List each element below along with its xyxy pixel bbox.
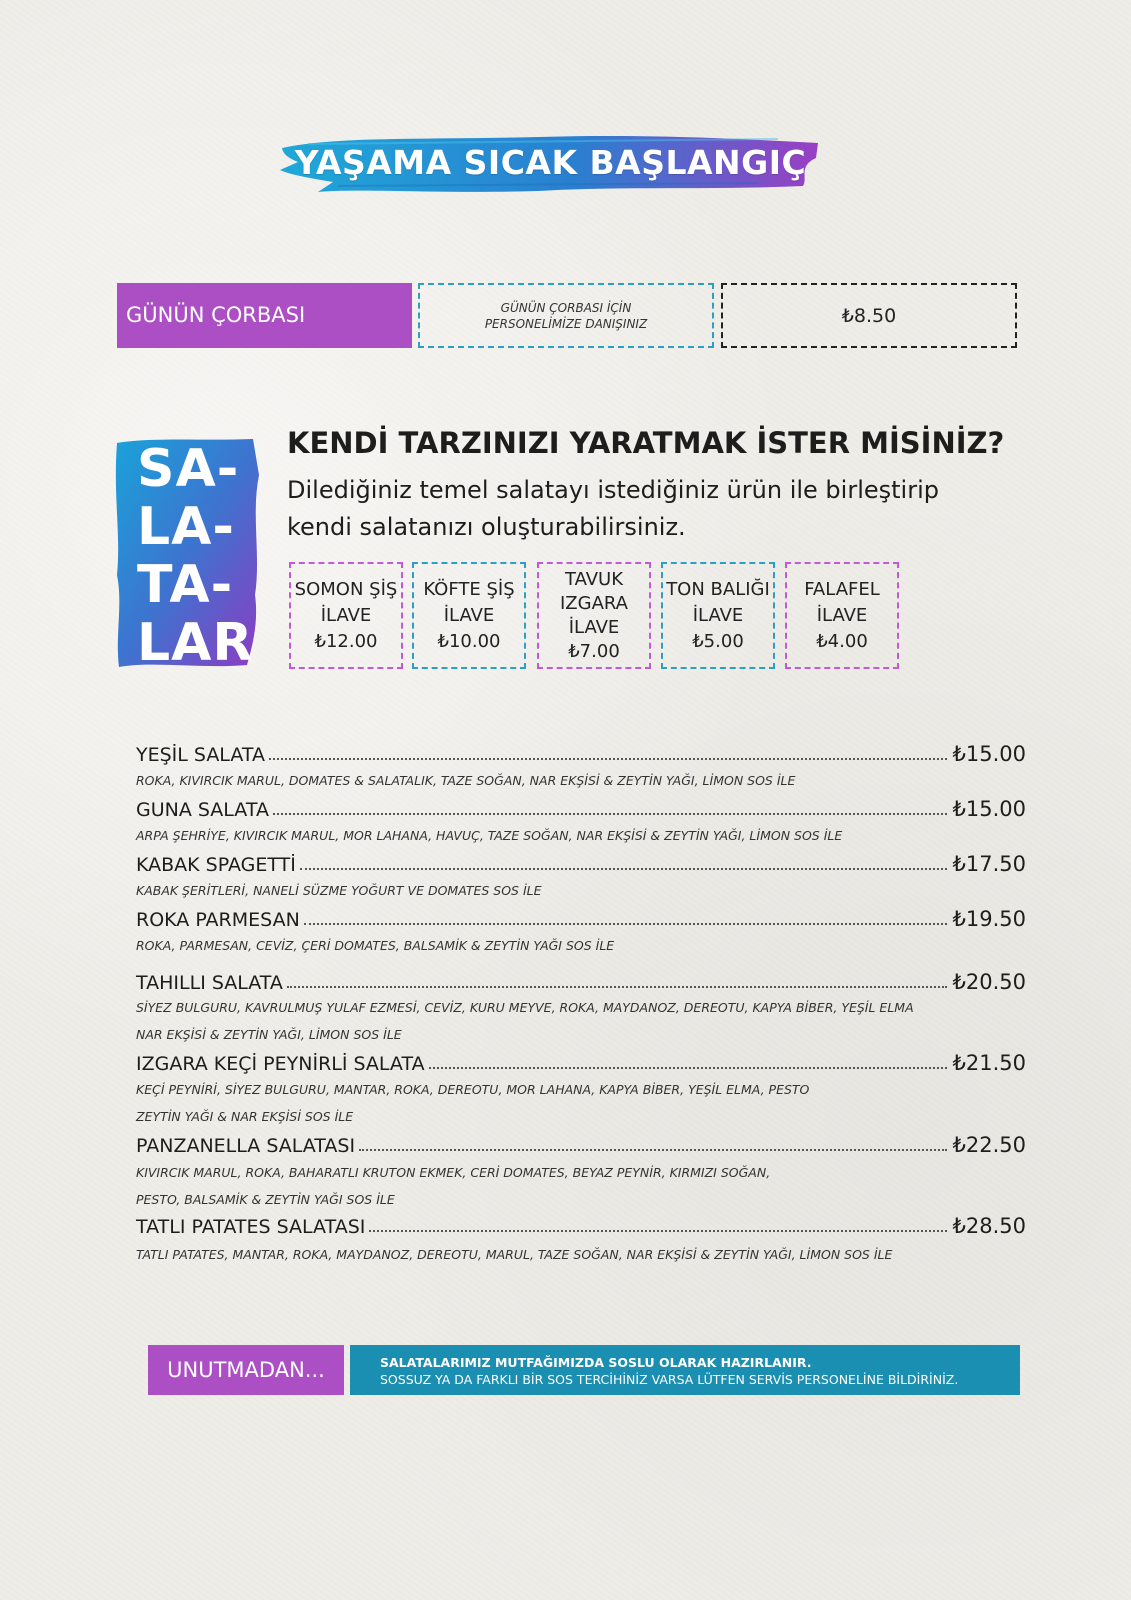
menu-item-panzanella-salatasi — [136, 1129, 1026, 1157]
salad-badge-text — [137, 440, 267, 672]
addon-price: ₺12.00 — [314, 630, 378, 652]
page-title: YAŞAMA SICAK BAŞLANGIÇ — [294, 143, 807, 182]
dot-leader — [369, 1230, 946, 1232]
menu-item-description: KABAK ŞERİTLERİ, NANELİ SÜZME YOĞURT VE DOMATES SOS İLE — [136, 883, 542, 898]
menu-item-price: ₺19.50 — [952, 907, 1026, 931]
dot-leader — [287, 986, 947, 988]
addon-ton-baligi — [661, 562, 775, 669]
soup-price: ₺8.50 — [721, 283, 1017, 348]
menu-item-name: ROKA PARMESAN — [136, 909, 300, 931]
menu-item-description: SİYEZ BULGURU, KAVRULMUŞ YULAF EZMESİ, CEVİZ, KURU MEYVE, ROKA, MAYDANOZ, DEREOTU, KAPYA BİBER, YEŞİL ELMA — [136, 1000, 914, 1015]
reminder-line2: SOSSUZ YA DA FARKLI BİR SOS TERCİHİNİZ VARSA LÜTFEN SERVİS PERSONELİNE BİLDİRİNİZ. — [380, 1372, 959, 1387]
custom-salad-title: KENDİ TARZINIZI YARATMAK İSTER MİSİNİZ? — [287, 426, 1005, 460]
reminder-note — [350, 1345, 1020, 1395]
salad-badge-line: LAR — [137, 613, 254, 673]
menu-item-name: PANZANELLA SALATASI — [136, 1135, 356, 1157]
menu-item-description: NAR EKŞİSİ & ZEYTİN YAĞI, LİMON SOS İLE — [136, 1027, 402, 1042]
addon-kofte-sis — [412, 562, 526, 669]
addon-price: ₺4.00 — [816, 630, 868, 652]
addon-price: ₺7.00 — [568, 640, 620, 662]
dot-leader — [429, 1067, 947, 1069]
menu-item-description: ROKA, KIVIRCIK MARUL, DOMATES & SALATALIK, TAZE SOĞAN, NAR EKŞİSİ & ZEYTİN YAĞI, LİMON SOS İLE — [136, 773, 796, 788]
menu-item-price: ₺15.00 — [952, 742, 1026, 766]
menu-item-price: ₺22.50 — [952, 1133, 1026, 1157]
menu-item-roka-parmesan — [136, 903, 1026, 931]
addon-name: FALAFEL İLAVE — [804, 578, 880, 626]
dot-leader — [304, 923, 947, 925]
addon-name: SOMON ŞİŞ İLAVE — [294, 578, 398, 626]
menu-item-description: ARPA ŞEHRİYE, KIVIRCIK MARUL, MOR LAHANA, HAVUÇ, TAZE SOĞAN, NAR EKŞİSİ & ZEYTİN YAĞI, LİMON SOS İLE — [136, 828, 843, 843]
soup-note — [418, 283, 714, 348]
menu-item-yesil-salata — [136, 738, 1026, 766]
menu-item-tatli-patates-salatasi — [136, 1210, 1026, 1238]
menu-item-price: ₺15.00 — [952, 797, 1026, 821]
menu-item-description: ROKA, PARMESAN, CEVİZ, ÇERİ DOMATES, BALSAMİK & ZEYTİN YAĞI SOS İLE — [136, 938, 615, 953]
menu-item-description: TATLI PATATES, MANTAR, ROKA, MAYDANOZ, DEREOTU, MARUL, TAZE SOĞAN, NAR EKŞİSİ & ZEYTİN YAĞI, LİMON SOS İLE — [136, 1247, 893, 1262]
menu-item-name: IZGARA KEÇİ PEYNİRLİ SALATA — [136, 1053, 425, 1075]
addon-somon-sis — [289, 562, 403, 669]
addon-price: ₺5.00 — [692, 630, 744, 652]
soup-note-line2: PERSONELİMİZE DANIŞINIZ — [484, 316, 648, 331]
menu-item-description: KIVIRCIK MARUL, ROKA, BAHARATLI KRUTON EKMEK, CERİ DOMATES, BEYAZ PEYNİR, KIRMIZI SOĞAN, — [136, 1165, 771, 1180]
menu-item-name: KABAK SPAGETTİ — [136, 854, 296, 876]
menu-item-kabak-spagetti — [136, 848, 1026, 876]
menu-item-price: ₺17.50 — [952, 852, 1026, 876]
addon-price: ₺10.00 — [437, 630, 501, 652]
menu-item-tahilli-salata — [136, 966, 1026, 994]
menu-item-name: TATLI PATATES SALATASI — [136, 1216, 366, 1238]
dot-leader — [269, 758, 947, 760]
menu-item-name: TAHILLI SALATA — [136, 972, 283, 994]
soup-label: GÜNÜN ÇORBASI — [117, 283, 412, 348]
menu-item-name: YEŞİL SALATA — [136, 744, 265, 766]
menu-item-price: ₺28.50 — [952, 1214, 1026, 1238]
menu-item-izgara-keci-peynirli-salata — [136, 1047, 1026, 1075]
menu-item-description: ZEYTİN YAĞI & NAR EKŞİSİ SOS İLE — [136, 1109, 354, 1124]
salad-badge-line: SA- — [137, 439, 240, 499]
addon-name: TAVUK IZGARA İLAVE — [560, 568, 628, 638]
addon-tavuk-izgara — [537, 562, 651, 669]
addon-falafel — [785, 562, 899, 669]
dot-leader — [300, 868, 947, 870]
menu-item-guna-salata — [136, 793, 1026, 821]
custom-salad-description: Dilediğiniz temel salatayı istediğiniz ürün ile birleştirip kendi salatanızı oluşturabilirsiniz. — [287, 476, 939, 541]
addon-name: TON BALIĞI İLAVE — [666, 578, 770, 626]
menu-item-price: ₺20.50 — [952, 970, 1026, 994]
menu-item-price: ₺21.50 — [952, 1051, 1026, 1075]
menu-item-description: PESTO, BALSAMİK & ZEYTİN YAĞI SOS İLE — [136, 1192, 395, 1207]
dot-leader — [359, 1149, 946, 1151]
reminder-line1: SALATALARIMIZ MUTFAĞIMIZDA SOSLU OLARAK HAZIRLANIR. — [380, 1355, 812, 1370]
menu-item-description: KEÇİ PEYNİRİ, SİYEZ BULGURU, MANTAR, ROKA, DEREOTU, MOR LAHANA, KAPYA BİBER, YEŞİL ELMA, PESTO — [136, 1082, 810, 1097]
addon-name: KÖFTE ŞİŞ İLAVE — [423, 578, 515, 626]
menu-item-name: GUNA SALATA — [136, 799, 269, 821]
salad-badge-line: LA- — [137, 497, 235, 557]
salad-badge-line: TA- — [137, 555, 234, 615]
reminder-label: UNUTMADAN... — [148, 1345, 344, 1395]
soup-note-line1: GÜNÜN ÇORBASI İÇİN — [500, 300, 632, 315]
dot-leader — [273, 813, 947, 815]
